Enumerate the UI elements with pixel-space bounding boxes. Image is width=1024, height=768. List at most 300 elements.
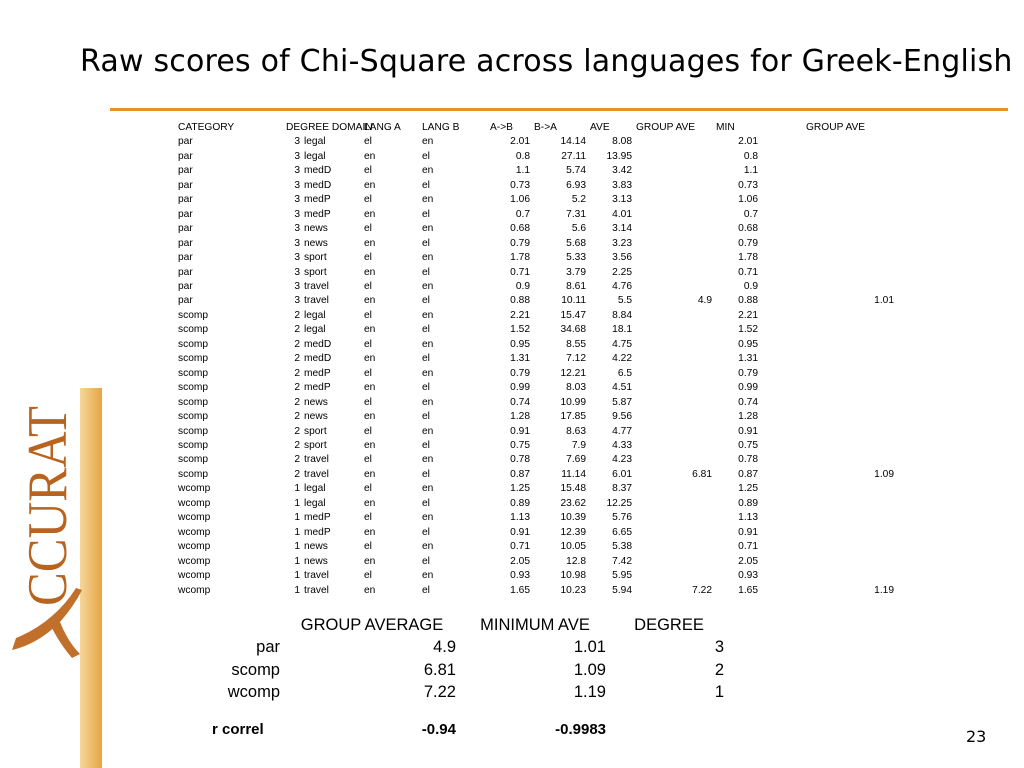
cell-ave: 7.42 bbox=[612, 555, 632, 567]
cell-lang-a: el bbox=[364, 570, 372, 582]
cell-domain: medD bbox=[304, 338, 332, 350]
cell-group-ave bbox=[634, 352, 714, 366]
correlation-label: r correl bbox=[212, 720, 264, 738]
cell-group-ave bbox=[634, 208, 714, 222]
cell-ave: 5.87 bbox=[612, 396, 632, 408]
cell-a-to-b: 0.8 bbox=[515, 150, 530, 162]
cell-min: 0.73 bbox=[738, 179, 758, 191]
cell-domain: legal bbox=[304, 150, 326, 162]
header-group-ave-min: GROUP AVE bbox=[806, 122, 866, 133]
cell-min: 2.05 bbox=[738, 555, 758, 567]
cell-domain: travel bbox=[304, 468, 329, 480]
cell-min: 0.71 bbox=[738, 541, 758, 553]
cell-group-ave-min bbox=[760, 569, 896, 583]
table-row bbox=[176, 540, 896, 554]
cell-min: 1.1 bbox=[743, 165, 758, 177]
cell-lang-a: el bbox=[364, 280, 372, 292]
header-b-to-a: B->A bbox=[534, 122, 557, 133]
table-row bbox=[176, 497, 896, 511]
cell-b-to-a: 10.05 bbox=[560, 541, 586, 553]
cell-lang-b: en bbox=[422, 338, 434, 350]
cell-group-ave-min: 1.09 bbox=[874, 468, 894, 480]
table-row bbox=[176, 439, 896, 453]
cell-b-to-a: 12.21 bbox=[560, 367, 586, 379]
cell-lang-b: el bbox=[422, 179, 430, 191]
table-row bbox=[176, 396, 896, 410]
table-row bbox=[176, 526, 896, 540]
cell-lang-b: el bbox=[422, 411, 430, 423]
cell-a-to-b: 0.88 bbox=[510, 295, 530, 307]
cell-a-to-b: 0.89 bbox=[510, 497, 530, 509]
cell-min: 0.99 bbox=[738, 382, 758, 394]
correlation-minimum-ave: -0.9983 bbox=[555, 720, 606, 738]
header-a-to-b: A->B bbox=[490, 122, 513, 133]
correlation-row bbox=[204, 718, 728, 741]
cell-ave: 3.42 bbox=[612, 165, 632, 177]
cell-lang-a: el bbox=[364, 483, 372, 495]
cell-ave: 4.51 bbox=[612, 382, 632, 394]
cell-degree: 1 bbox=[294, 570, 300, 582]
table-row bbox=[176, 222, 896, 236]
cell-degree: 1 bbox=[294, 526, 300, 538]
cell-group-ave-min bbox=[760, 526, 896, 540]
cell-group-ave-min bbox=[760, 410, 896, 424]
cell-a-to-b: 1.06 bbox=[510, 194, 530, 206]
cell-domain: news bbox=[304, 541, 328, 553]
cell-category: scomp bbox=[178, 338, 209, 350]
cell-degree: 2 bbox=[294, 338, 300, 350]
cell-category: par bbox=[178, 252, 193, 264]
cell-lang-b: en bbox=[422, 136, 434, 148]
raw-scores-table bbox=[176, 121, 896, 598]
cell-degree: 3 bbox=[294, 150, 300, 162]
cell-domain: legal bbox=[304, 483, 326, 495]
cell-b-to-a: 3.79 bbox=[566, 266, 586, 278]
cell-category: par bbox=[178, 295, 193, 307]
cell-a-to-b: 1.31 bbox=[510, 353, 530, 365]
cell-group-ave bbox=[634, 555, 714, 569]
cell-a-to-b: 0.7 bbox=[515, 208, 530, 220]
summary-row bbox=[204, 637, 728, 660]
cell-ave: 3.83 bbox=[612, 179, 632, 191]
cell-group-ave bbox=[634, 150, 714, 164]
cell-domain: medP bbox=[304, 512, 331, 524]
cell-min: 1.25 bbox=[738, 483, 758, 495]
cell-lang-a: en bbox=[364, 208, 376, 220]
cell-lang-b: el bbox=[422, 150, 430, 162]
header-group-ave: GROUP AVE bbox=[636, 122, 696, 133]
logo-wordmark-text: CCURAT bbox=[17, 385, 79, 606]
cell-lang-a: el bbox=[364, 252, 372, 264]
cell-b-to-a: 10.11 bbox=[561, 295, 586, 307]
cell-ave: 5.38 bbox=[612, 541, 632, 553]
cell-min: 0.91 bbox=[738, 425, 758, 437]
cell-lang-a: el bbox=[364, 165, 372, 177]
cell-domain: medP bbox=[304, 367, 331, 379]
cell-a-to-b: 0.91 bbox=[510, 425, 530, 437]
cell-lang-b: en bbox=[422, 280, 434, 292]
table-row bbox=[176, 309, 896, 323]
cell-degree: 3 bbox=[294, 223, 300, 235]
cell-lang-b: en bbox=[422, 252, 434, 264]
cell-lang-a: en bbox=[364, 237, 376, 249]
correlation-degree bbox=[610, 718, 728, 741]
cell-category: par bbox=[178, 150, 193, 162]
cell-degree: 3 bbox=[294, 295, 300, 307]
cell-group-ave-min bbox=[760, 179, 896, 193]
cell-b-to-a: 7.9 bbox=[571, 439, 586, 451]
cell-lang-a: en bbox=[364, 295, 376, 307]
cell-group-ave bbox=[634, 222, 714, 236]
cell-ave: 4.75 bbox=[612, 338, 632, 350]
cell-group-ave bbox=[634, 540, 714, 554]
table-row bbox=[176, 323, 896, 337]
cell-a-to-b: 0.95 bbox=[510, 338, 530, 350]
cell-b-to-a: 5.74 bbox=[566, 165, 586, 177]
cell-category: wcomp bbox=[178, 483, 211, 495]
cell-group-ave: 6.81 bbox=[692, 468, 712, 480]
cell-degree: 3 bbox=[294, 136, 300, 148]
table-row bbox=[176, 164, 896, 178]
cell-category: scomp bbox=[178, 425, 209, 437]
cell-ave: 3.56 bbox=[612, 252, 632, 264]
cell-group-ave bbox=[634, 410, 714, 424]
cell-group-ave bbox=[634, 396, 714, 410]
cell-ave: 6.65 bbox=[612, 526, 632, 538]
cell-group-ave bbox=[634, 367, 714, 381]
cell-lang-a: en bbox=[364, 555, 376, 567]
cell-a-to-b: 0.78 bbox=[510, 454, 530, 466]
cell-lang-a: el bbox=[364, 194, 372, 206]
cell-group-ave-min: 1.01 bbox=[874, 295, 894, 307]
table-row bbox=[176, 251, 896, 265]
table-row bbox=[176, 179, 896, 193]
cell-min: 0.74 bbox=[738, 396, 758, 408]
cell-ave: 4.33 bbox=[612, 439, 632, 451]
cell-degree: 2 bbox=[294, 309, 300, 321]
cell-category: par bbox=[178, 136, 193, 148]
cell-min: 1.52 bbox=[738, 324, 758, 336]
cell-lang-a: en bbox=[364, 266, 376, 278]
table-row bbox=[176, 352, 896, 366]
cell-group-ave bbox=[634, 280, 714, 294]
cell-lang-b: el bbox=[422, 497, 430, 509]
cell-ave: 6.5 bbox=[617, 367, 632, 379]
cell-a-to-b: 0.87 bbox=[510, 468, 530, 480]
cell-a-to-b: 1.52 bbox=[510, 324, 530, 336]
cell-a-to-b: 0.99 bbox=[510, 382, 530, 394]
cell-domain: legal bbox=[304, 309, 326, 321]
table-row bbox=[176, 381, 896, 395]
table-row bbox=[176, 294, 896, 308]
cell-domain: medP bbox=[304, 194, 331, 206]
cell-min: 0.91 bbox=[738, 526, 758, 538]
cell-a-to-b: 0.93 bbox=[510, 570, 530, 582]
cell-lang-b: el bbox=[422, 555, 430, 567]
cell-b-to-a: 10.39 bbox=[560, 512, 586, 524]
cell-lang-b: en bbox=[422, 396, 434, 408]
cell-min: 0.95 bbox=[738, 338, 758, 350]
cell-lang-a: en bbox=[364, 526, 376, 538]
cell-b-to-a: 15.47 bbox=[560, 309, 586, 321]
cell-min: 0.79 bbox=[738, 367, 758, 379]
cell-group-ave bbox=[634, 266, 714, 280]
cell-lang-a: el bbox=[364, 512, 372, 524]
cell-group-ave bbox=[634, 453, 714, 467]
correlation-group-average: -0.94 bbox=[421, 720, 456, 738]
cell-lang-b: el bbox=[422, 584, 430, 596]
cell-lang-b: el bbox=[422, 208, 430, 220]
cell-category: wcomp bbox=[178, 526, 211, 538]
cell-domain: medD bbox=[304, 353, 332, 365]
summary-spacer-row bbox=[204, 704, 728, 718]
cell-ave: 13.95 bbox=[606, 150, 632, 162]
cell-b-to-a: 7.31 bbox=[566, 208, 586, 220]
cell-b-to-a: 5.2 bbox=[571, 194, 586, 206]
cell-degree: 3 bbox=[294, 208, 300, 220]
cell-lang-b: el bbox=[422, 266, 430, 278]
summary-cell-minimum-ave: 1.19 bbox=[573, 683, 606, 702]
cell-domain: medD bbox=[304, 179, 332, 191]
cell-lang-a: el bbox=[364, 454, 372, 466]
cell-domain: medP bbox=[304, 382, 331, 394]
cell-min: 0.79 bbox=[738, 237, 758, 249]
cell-lang-a: el bbox=[364, 425, 372, 437]
cell-group-ave-min bbox=[760, 367, 896, 381]
cell-group-ave-min bbox=[760, 251, 896, 265]
summary-header-minimum-ave: MINIMUM AVE bbox=[480, 615, 590, 634]
cell-a-to-b: 2.21 bbox=[510, 309, 530, 321]
cell-ave: 5.94 bbox=[612, 584, 632, 596]
cell-category: scomp bbox=[178, 382, 209, 394]
cell-domain: travel bbox=[304, 570, 329, 582]
cell-group-ave bbox=[634, 164, 714, 178]
cell-group-ave bbox=[634, 381, 714, 395]
table-row bbox=[176, 468, 896, 482]
cell-degree: 2 bbox=[294, 468, 300, 480]
cell-lang-b: en bbox=[422, 570, 434, 582]
cell-lang-a: en bbox=[364, 150, 376, 162]
header-lang-a: LANG A bbox=[364, 122, 401, 133]
table-row bbox=[176, 135, 896, 149]
cell-group-ave-min bbox=[760, 352, 896, 366]
cell-a-to-b: 0.9 bbox=[515, 280, 530, 292]
cell-lang-a: en bbox=[364, 497, 376, 509]
cell-group-ave-min bbox=[760, 396, 896, 410]
cell-degree: 2 bbox=[294, 439, 300, 451]
cell-lang-b: en bbox=[422, 223, 434, 235]
summary-cell-degree: 2 bbox=[714, 660, 724, 679]
cell-a-to-b: 0.71 bbox=[510, 266, 530, 278]
cell-lang-b: en bbox=[422, 483, 434, 495]
cell-domain: legal bbox=[304, 497, 326, 509]
cell-degree: 3 bbox=[294, 179, 300, 191]
cell-category: par bbox=[178, 194, 193, 206]
cell-min: 2.01 bbox=[738, 136, 758, 148]
cell-b-to-a: 10.99 bbox=[560, 396, 586, 408]
summary-cell-group-average: 4.9 bbox=[433, 638, 456, 657]
cell-group-ave-min bbox=[760, 381, 896, 395]
cell-group-ave: 7.22 bbox=[692, 584, 712, 596]
cell-min: 1.78 bbox=[738, 252, 758, 264]
cell-category: wcomp bbox=[178, 570, 211, 582]
cell-min: 0.88 bbox=[738, 295, 758, 307]
cell-a-to-b: 0.75 bbox=[510, 439, 530, 451]
cell-min: 0.93 bbox=[738, 570, 758, 582]
cell-b-to-a: 5.68 bbox=[566, 237, 586, 249]
cell-b-to-a: 7.12 bbox=[566, 353, 586, 365]
cell-b-to-a: 12.39 bbox=[560, 526, 586, 538]
cell-group-ave bbox=[634, 497, 714, 511]
cell-a-to-b: 1.78 bbox=[510, 252, 530, 264]
summary-cell-minimum-ave: 1.09 bbox=[573, 660, 606, 679]
cell-b-to-a: 6.93 bbox=[566, 179, 586, 191]
cell-category: scomp bbox=[178, 396, 209, 408]
cell-lang-b: en bbox=[422, 512, 434, 524]
cell-domain: sport bbox=[304, 252, 327, 264]
table-row bbox=[176, 584, 896, 598]
cell-degree: 2 bbox=[294, 411, 300, 423]
cell-min: 0.68 bbox=[738, 223, 758, 235]
cell-degree: 3 bbox=[294, 237, 300, 249]
cell-group-ave bbox=[634, 511, 714, 525]
cell-ave: 4.76 bbox=[612, 280, 632, 292]
cell-domain: travel bbox=[304, 454, 329, 466]
cell-degree: 2 bbox=[294, 382, 300, 394]
table-row bbox=[176, 338, 896, 352]
cell-group-ave bbox=[634, 135, 714, 149]
table-row bbox=[176, 193, 896, 207]
summary-cell-label: wcomp bbox=[227, 683, 280, 702]
cell-degree: 3 bbox=[294, 165, 300, 177]
cell-group-ave-min bbox=[760, 482, 896, 496]
cell-lang-b: el bbox=[422, 468, 430, 480]
header-lang-b: LANG B bbox=[422, 122, 460, 133]
cell-a-to-b: 2.05 bbox=[510, 555, 530, 567]
cell-lang-a: en bbox=[364, 382, 376, 394]
cell-group-ave-min bbox=[760, 208, 896, 222]
cell-a-to-b: 0.71 bbox=[510, 541, 530, 553]
table-row bbox=[176, 425, 896, 439]
cell-min: 1.65 bbox=[738, 584, 758, 596]
cell-a-to-b: 1.1 bbox=[515, 165, 530, 177]
cell-lang-b: el bbox=[422, 439, 430, 451]
cell-domain: medP bbox=[304, 526, 331, 538]
cell-degree: 3 bbox=[294, 194, 300, 206]
cell-domain: medP bbox=[304, 208, 331, 220]
table-row bbox=[176, 410, 896, 424]
cell-group-ave-min bbox=[760, 237, 896, 251]
cell-category: wcomp bbox=[178, 512, 211, 524]
cell-group-ave-min bbox=[760, 266, 896, 280]
cell-lang-b: en bbox=[422, 541, 434, 553]
cell-group-ave-min bbox=[760, 338, 896, 352]
cell-min: 1.06 bbox=[738, 194, 758, 206]
cell-b-to-a: 7.69 bbox=[566, 454, 586, 466]
cell-domain: sport bbox=[304, 425, 327, 437]
cell-ave: 3.14 bbox=[612, 223, 632, 235]
table-row bbox=[176, 266, 896, 280]
cell-min: 0.75 bbox=[738, 439, 758, 451]
cell-ave: 5.95 bbox=[612, 570, 632, 582]
cell-min: 0.89 bbox=[738, 497, 758, 509]
accurat-logo bbox=[8, 385, 84, 678]
cell-lang-a: el bbox=[364, 223, 372, 235]
cell-a-to-b: 1.25 bbox=[510, 483, 530, 495]
summary-cell-label: par bbox=[256, 638, 280, 657]
header-min: MIN bbox=[716, 122, 735, 133]
cell-group-ave bbox=[634, 237, 714, 251]
cell-category: par bbox=[178, 179, 193, 191]
cell-group-ave-min bbox=[760, 511, 896, 525]
cell-degree: 1 bbox=[294, 512, 300, 524]
cell-lang-a: el bbox=[364, 367, 372, 379]
summary-table-body bbox=[204, 637, 728, 741]
cell-min: 2.21 bbox=[738, 309, 758, 321]
cell-category: wcomp bbox=[178, 555, 211, 567]
cell-group-ave bbox=[634, 425, 714, 439]
cell-degree: 2 bbox=[294, 324, 300, 336]
cell-domain: news bbox=[304, 223, 328, 235]
cell-lang-b: en bbox=[422, 367, 434, 379]
cell-a-to-b: 0.68 bbox=[510, 223, 530, 235]
slide-title: Raw scores of Chi-Square across languages for Greek-English bbox=[80, 44, 1013, 79]
cell-domain: travel bbox=[304, 295, 329, 307]
cell-group-ave bbox=[634, 193, 714, 207]
cell-a-to-b: 0.79 bbox=[510, 367, 530, 379]
cell-category: scomp bbox=[178, 309, 209, 321]
cell-lang-a: en bbox=[364, 584, 376, 596]
cell-category: wcomp bbox=[178, 497, 211, 509]
cell-min: 0.9 bbox=[743, 280, 758, 292]
accurat-logo-wordmark bbox=[17, 385, 79, 606]
cell-degree: 2 bbox=[294, 367, 300, 379]
cell-b-to-a: 10.98 bbox=[560, 570, 586, 582]
cell-a-to-b: 0.73 bbox=[510, 179, 530, 191]
header-degree-domain bbox=[286, 121, 373, 135]
header-ave: AVE bbox=[590, 122, 610, 133]
table-row bbox=[176, 208, 896, 222]
summary-header-row bbox=[204, 614, 728, 637]
cell-ave: 9.56 bbox=[612, 411, 632, 423]
summary-cell-label: scomp bbox=[231, 660, 280, 679]
cell-category: par bbox=[178, 280, 193, 292]
cell-lang-a: en bbox=[364, 411, 376, 423]
cell-group-ave-min bbox=[760, 425, 896, 439]
header-blank bbox=[760, 121, 804, 135]
summary-row bbox=[204, 659, 728, 682]
header-domain: DOMAIN bbox=[331, 122, 373, 133]
cell-lang-b: el bbox=[422, 526, 430, 538]
cell-lang-a: en bbox=[364, 439, 376, 451]
cell-ave: 18.1 bbox=[612, 324, 632, 336]
cell-ave: 12.25 bbox=[606, 497, 632, 509]
cell-domain: legal bbox=[304, 136, 326, 148]
cell-category: par bbox=[178, 237, 193, 249]
cell-lang-a: en bbox=[364, 179, 376, 191]
cell-domain: news bbox=[304, 396, 328, 408]
cell-a-to-b: 2.01 bbox=[510, 136, 530, 148]
summary-cell-degree: 3 bbox=[714, 638, 724, 657]
cell-lang-a: en bbox=[364, 324, 376, 336]
raw-table-header-row bbox=[176, 121, 896, 135]
table-row bbox=[176, 280, 896, 294]
cell-b-to-a: 8.61 bbox=[566, 280, 586, 292]
cell-group-ave bbox=[634, 338, 714, 352]
cell-lang-b: el bbox=[422, 295, 430, 307]
cell-group-ave bbox=[634, 251, 714, 265]
cell-ave: 8.08 bbox=[612, 136, 632, 148]
